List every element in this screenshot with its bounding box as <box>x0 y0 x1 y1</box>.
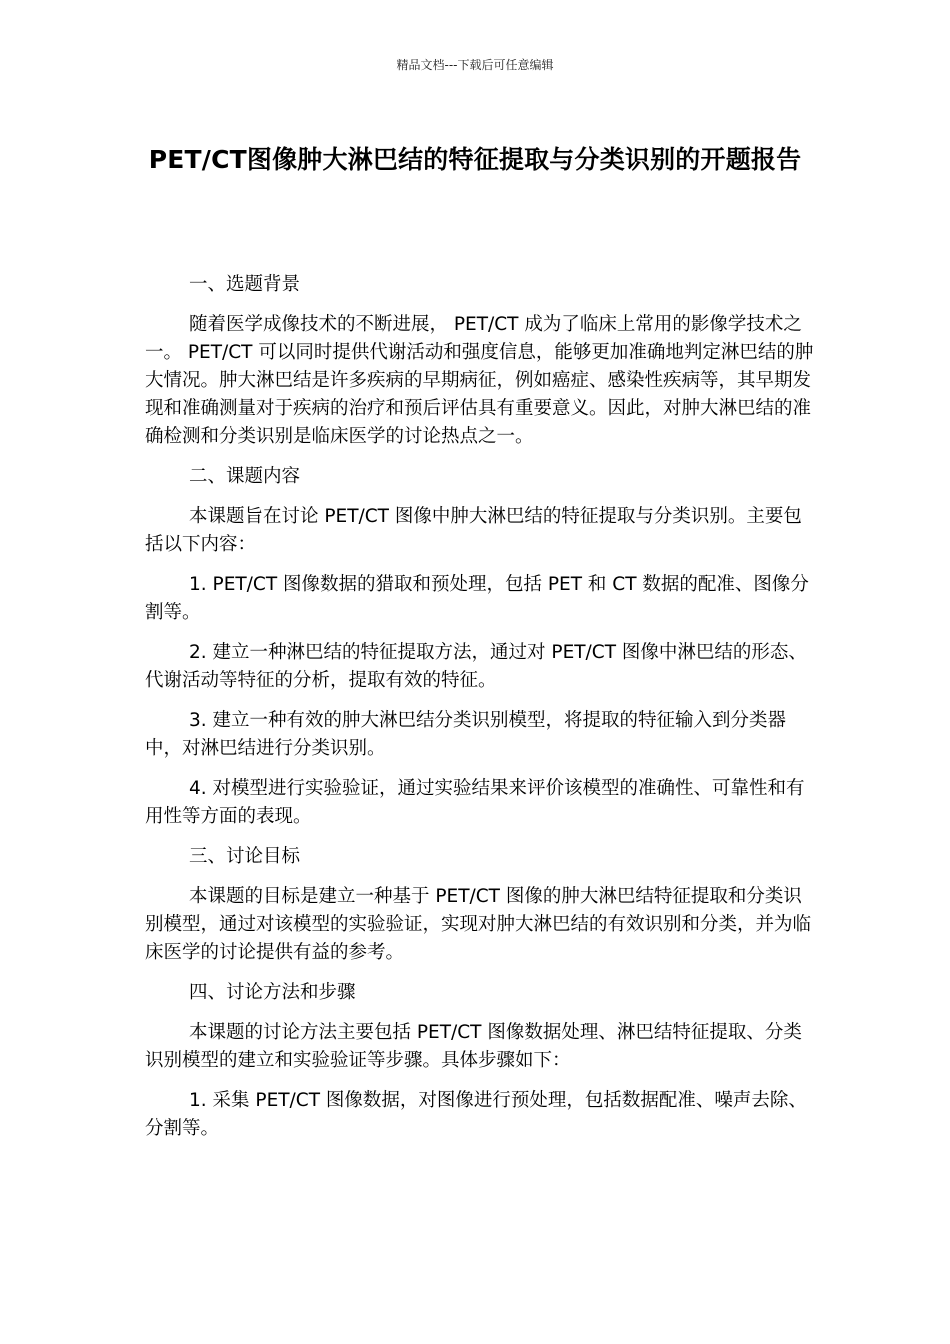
page-header: 精品文档---下载后可任意编辑 <box>396 58 554 72</box>
section-heading-goals: 三、讨论目标 <box>189 846 301 867</box>
paragraph-content-intro: 本课题旨在讨论 PET/CT 图像中肿大淋巴结的特征提取与分类识别。主要包括以下内容： <box>145 506 802 555</box>
paragraph-background: 随着医学成像技术的不断进展， PET/CT 成为了临床上常用的影像学技术之一。 PET/CT 可以同时提供代谢活动和强度信息，能够更加准确地判定淋巴结的肿大情况。肿大淋巴结是许多疾病的早期病征，例如癌症、感染性疾病等，其早期发现和准确测量对于疾病的治疗和预后评估具有重要意义。因此，对肿大淋巴结的准确检测和分类识别是临床医学的讨论热点之一。 <box>145 314 814 447</box>
document-title: PET/CT图像肿大淋巴结的特征提取与分类识别的开题报告 <box>148 145 802 174</box>
list-item-methods-1: 1. 采集 PET/CT 图像数据，对图像进行预处理，包括数据配准、噪声去除、分割等。 <box>145 1090 807 1139</box>
paragraph-goals: 本课题的目标是建立一种基于 PET/CT 图像的肿大淋巴结特征提取和分类识别模型，通过对该模型的实验验证，实现对肿大淋巴结的有效识别和分类，并为临床医学的讨论提供有益的参考。 <box>145 886 812 963</box>
list-item-content-4: 4. 对模型进行实验验证，通过实验结果来评价该模型的准确性、可靠性和有用性等方面的表现。 <box>145 778 805 827</box>
section-heading-background: 一、选题背景 <box>189 274 301 295</box>
section-heading-methods: 四、讨论方法和步骤 <box>189 982 356 1003</box>
paragraph-methods-intro: 本课题的讨论方法主要包括 PET/CT 图像数据处理、淋巴结特征提取、分类识别模型的建立和实验验证等步骤。具体步骤如下： <box>145 1022 802 1071</box>
section-heading-content: 二、课题内容 <box>189 466 301 487</box>
document-body <box>145 271 817 1155</box>
list-item-content-3: 3. 建立一种有效的肿大淋巴结分类识别模型，将提取的特征输入到分类器中，对淋巴结进行分类识别。 <box>145 710 787 759</box>
list-item-content-2: 2. 建立一种淋巴结的特征提取方法，通过对 PET/CT 图像中淋巴结的形态、代谢活动等特征的分析，提取有效的特征。 <box>145 642 807 691</box>
list-item-content-1: 1. PET/CT 图像数据的猎取和预处理，包括 PET 和 CT 数据的配准、图像分割等。 <box>145 574 809 623</box>
